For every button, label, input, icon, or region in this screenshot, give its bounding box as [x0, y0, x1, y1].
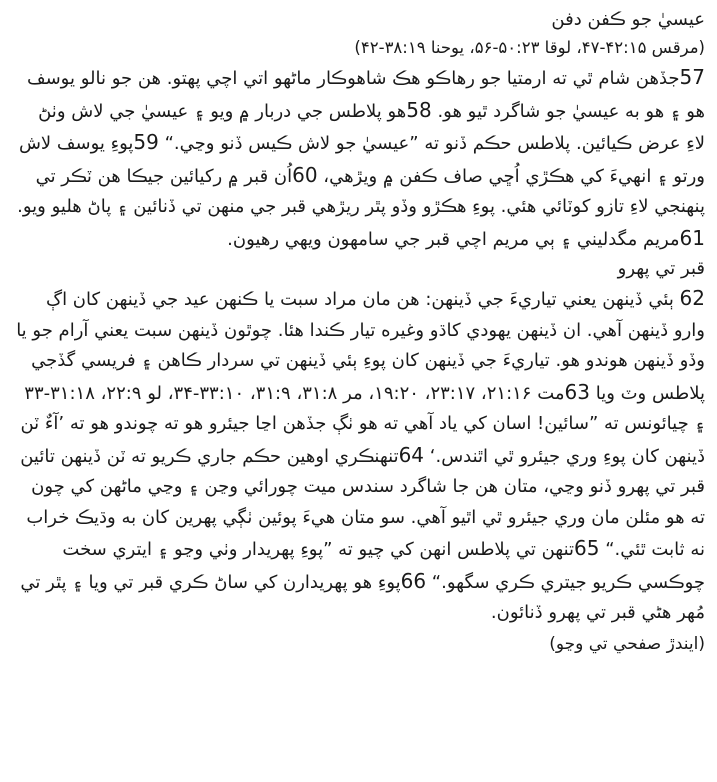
verse-text: جڏهن شام ٿي ته ارمتيا جو رهاڪو هڪ شاهوڪار ماڻهو اتي اچي پهتو. هن جو نالو يوسف هو ۽ هو به عيسيٰ جو شاگرد ٿيو هو.: [26, 68, 705, 122]
section-heading-guard: قبر تي پهرو: [617, 258, 705, 279]
verse-text: پوءِ هو پهريدارن کي ساڻ ڪري قبر تي ويا ۽ پٿر تي مُهر هڻي قبر تي پهرو ڏنائون.: [20, 571, 705, 623]
verse-number: 63: [564, 379, 590, 404]
verse-number: 58: [406, 97, 432, 122]
verse-number: 62: [679, 286, 705, 310]
verse-text: پوءِ يوسف لاش ورتو ۽ انهيءَ کي هڪڙي اُڇي صاف ڪفن ۾ ويڙهي،: [18, 133, 705, 187]
verse-text: تنهنڪري اوهين حڪم جاري ڪريو ته ٽن ڏينهن تائين قبر تي پهرو ڏنو وڃي، متان هن جا شاگرد سندس ميت چورائي وڃن ۽ وڃي ماڻهن کي چون ته هو مئلن مان وري جيئرو ٿي اٿيو آهي. سو متان هيءَ پوئين ٺڳي پهرين کان به وڌيڪ خراب نه ثابت ٿئي.“: [20, 445, 705, 560]
verse-text: ٻئي ڏينهن يعني تياريءَ جي ڏينهن: هن مان مراد سبت يا ڪنهن عيد جي ڏينهن کان اڳ وارو ڏينهن آهي. ان ڏينهن يهودي کاڌو وغيره تيار ڪندا هئا. چوٿون ڏينهن سبت يعني آرام جو يا وڏو ڏينهن هوندو هو. تياريءَ جي ڏينهن کان پوءِ ٻئي ڏينهن تي سردار ڪاهن ۽ فريسي گڏجي پلاطس وٽ ويا: [16, 289, 705, 404]
verse-text: مريم مگدليني ۽ ٻي مريم اچي قبر جي سامهون ويهي رهيون.: [227, 228, 680, 250]
continue-note: (ايندڙ صفحي تي وڃو): [549, 633, 705, 654]
verse-number: 59: [133, 130, 159, 154]
verse-number: 66: [400, 568, 427, 593]
paragraph-burial: [14, 62, 705, 255]
verse-number: 61: [679, 225, 705, 250]
verse-number: 57: [679, 65, 705, 89]
verse-number: 64: [398, 442, 425, 467]
verse-text: تنهن تي پلاطس انهن کي چيو ته ”پوءِ پهريدار وٺي وڃو ۽ ايتري سخت چوڪسي ڪريو جيتري ڪري سگهو.“: [62, 539, 705, 593]
section-heading-burial: عيسيٰ جو ڪفن دفن: [551, 9, 705, 30]
cross-references: (مرقس ۴۲:۱۵-۴۷، لوقا ۵۰:۲۳-۵۶، يوحنا ۳۸:۱۹-۴۲): [354, 38, 705, 57]
verse-text: مت ۲۱:۱۶، ۲۳:۱۷، ۱۹:۲۰، مر ۳۱:۸، ۳۱:۹، ۳۳:۱۰-۳۴، لو ۲۲:۹، ۳۱:۱۸-۳۳ ۽ چيائونس ته ”سائين! اسان کي ياد آهي ته هو ٺڳ جڏهن اڃا جيئرو هو ته چوندو هو ته ’آءٌ ٽن ڏينهن کان پوءِ وري جيئرو ٿي اٿندس.‘: [20, 382, 705, 467]
paragraph-guard: [14, 283, 705, 629]
verse-text: هو پلاطس جي دربار ۾ ويو ۽ عيسيٰ جي لاش وٺڻ لاءِ عرض ڪيائين. پلاطس حڪم ڏنو ته ”عيسيٰ جو لاش ڪيس ڏنو وڃي.“: [38, 100, 705, 154]
verse-number: 60: [292, 162, 318, 187]
verse-text: اُن قبر ۾ رکيائين جيڪا هن ٽڪر تي پنهنجي لاءِ تازو کوٽائي هئي. پوءِ هڪڙو وڏو پٿر ريڙهي قبر جي منهن تي ڏنائين ۽ پاڻ هليو ويو.: [17, 165, 705, 217]
verse-number: 65: [574, 536, 600, 560]
